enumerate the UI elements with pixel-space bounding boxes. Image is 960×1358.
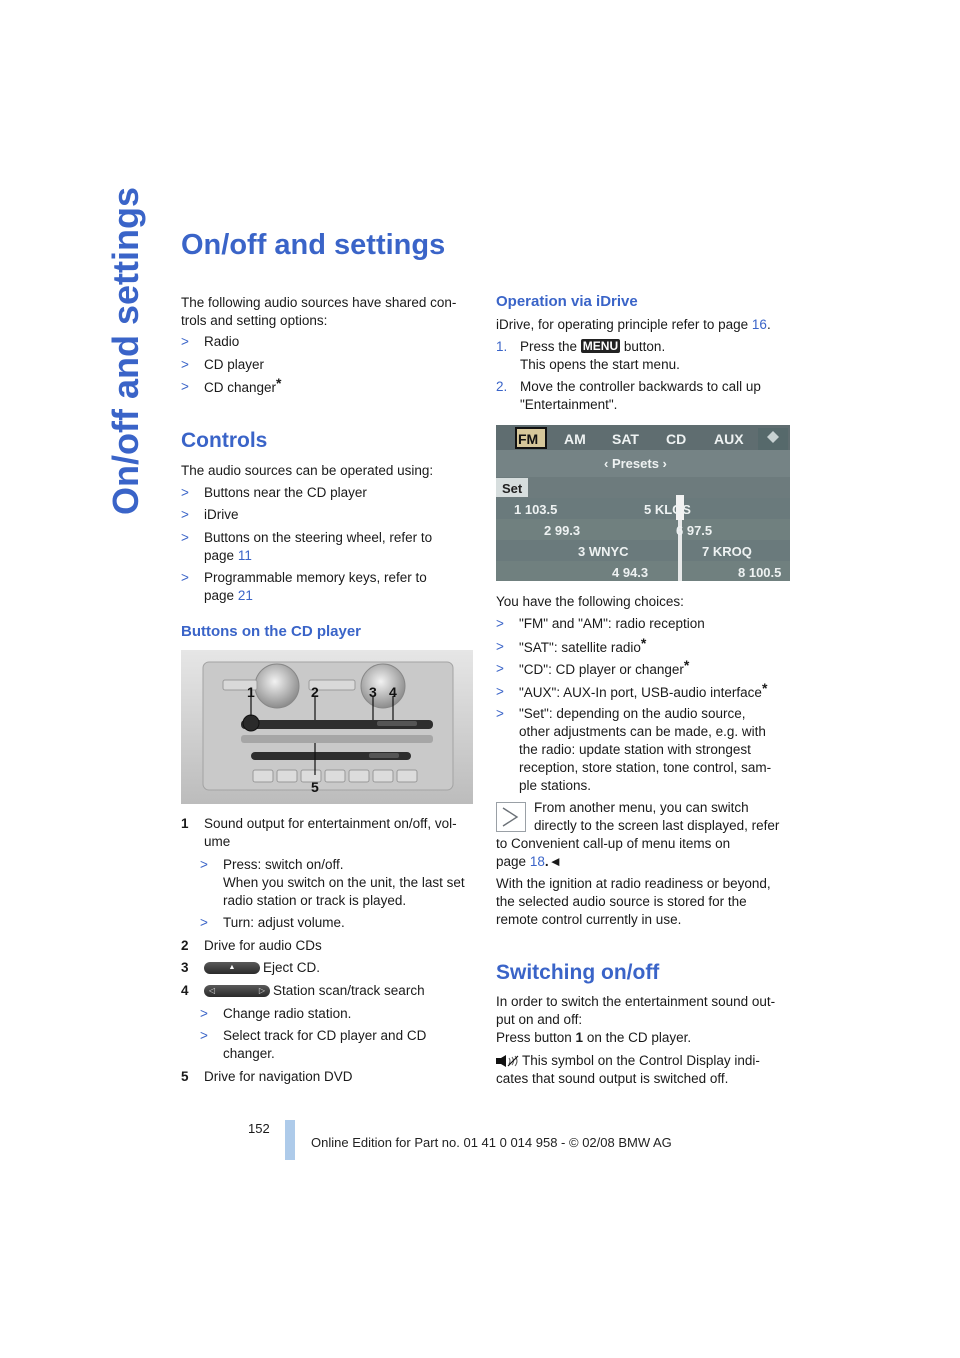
source-cd-changer: CD changer — [204, 380, 277, 395]
screen-tab-fm: FM — [518, 431, 539, 447]
page-link[interactable]: 21 — [237, 588, 253, 603]
controls-item-text: Buttons on the steering wheel, refer to page — [204, 530, 433, 563]
item-text: Drive for navigation DVD — [204, 1069, 353, 1084]
screen-tab-cd: CD — [666, 431, 687, 447]
screen-set: Set — [502, 481, 523, 496]
step-text: button. This opens the start menu. — [520, 339, 680, 372]
screen-station: 5 KLOS — [644, 502, 691, 517]
bullet: > — [181, 485, 189, 500]
choice-text: "AUX": AUX-In port, USB-audio interface — [519, 685, 762, 700]
controls-item-text: Buttons near the CD player — [204, 485, 367, 500]
callout-4: 4 — [389, 684, 397, 700]
bullet: > — [496, 639, 504, 654]
item-text: Sound output for entertainment on/off, vol- ume — [204, 816, 457, 849]
mute-symbol-text — [496, 1052, 790, 1088]
screen-tab-am: AM — [564, 431, 586, 447]
item-text: Press: switch on/off. When you switch on the unit, the last set radio station or track is played. — [223, 857, 465, 908]
page-number: 152 — [248, 1121, 270, 1136]
item-number: 2 — [181, 938, 189, 953]
choice-text: "Set": depending on the audio source, other adjustments can be made, e.g. with the radio: update station with strongest reception, store station, tone control, sam- ple stations. — [519, 706, 772, 793]
numbered-item — [181, 937, 322, 955]
bullet: > — [496, 706, 504, 721]
list-item — [181, 569, 474, 605]
numbered-item — [181, 982, 425, 1000]
item-number: 5 — [181, 1069, 189, 1084]
list-item — [496, 635, 647, 657]
footer-text: Online Edition for Part no. 01 41 0 014 958 - © 02/08 BMW AG — [311, 1135, 672, 1150]
item-number: 3 — [181, 960, 189, 975]
arrow-right-icon: ▷ — [258, 986, 265, 996]
screen-station: 4 94.3 — [612, 565, 649, 580]
bullet: > — [200, 857, 208, 872]
step-item — [496, 378, 810, 414]
eject-icon: ▲ — [228, 964, 236, 972]
bullet: > — [181, 357, 189, 372]
idrive-intro-text: iDrive, for operating principle refer to page — [496, 317, 749, 332]
bullet: > — [181, 570, 189, 585]
controls-heading: Controls — [181, 429, 268, 452]
choices-intro: You have the following choices: — [496, 594, 684, 609]
list-item — [181, 529, 474, 565]
list-item — [496, 680, 768, 702]
control-display-screenshot — [496, 425, 790, 581]
item-number: 4 — [181, 983, 189, 998]
switching-heading: Switching on/off — [496, 961, 660, 984]
item-text: Drive for audio CDs — [204, 938, 322, 953]
page-link[interactable]: 11 — [237, 548, 252, 563]
list-item — [181, 375, 282, 397]
bullet: > — [200, 1006, 208, 1021]
bullet: > — [181, 379, 189, 394]
step-item — [496, 338, 810, 374]
list-item — [200, 1005, 351, 1023]
bullet: > — [200, 915, 208, 930]
list-item — [181, 356, 264, 374]
controls-item-text: iDrive — [204, 507, 239, 522]
screen-station: 7 KROQ — [702, 544, 752, 559]
asterisk: * — [276, 375, 282, 391]
choice-text: "SAT": satellite radio — [519, 640, 641, 655]
footer-bar — [285, 1120, 295, 1160]
bullet: > — [181, 334, 189, 349]
screen-station: 3 WNYC — [578, 544, 629, 559]
bullet: > — [496, 684, 504, 699]
item-number: 1 — [181, 816, 189, 831]
list-item — [200, 1027, 495, 1063]
cd-player-photo — [181, 650, 473, 804]
screen-station: 1 103.5 — [514, 502, 558, 517]
numbered-item — [181, 1068, 353, 1086]
scan-rocker-graphic — [204, 985, 270, 997]
bullet: > — [496, 661, 504, 676]
bullet: > — [181, 530, 189, 545]
list-item — [496, 657, 690, 679]
numbered-item — [181, 815, 494, 851]
switching-text: In order to switch the entertainment sound out- put on and off: — [496, 994, 776, 1027]
cd-player-heading: Buttons on the CD player — [181, 623, 362, 640]
button-ref: 1 — [575, 1030, 584, 1045]
mute-text: This symbol on the Control Display indi- cates that sound output is switched off. — [496, 1053, 760, 1086]
screen-presets: ‹ Presets › — [604, 456, 667, 471]
idrive-intro: iDrive, for operating principle refer to page 16. — [496, 317, 771, 332]
bullet: > — [496, 616, 504, 631]
list-item — [496, 705, 789, 795]
numbered-item — [181, 959, 320, 977]
list-item — [181, 506, 239, 524]
controls-intro: The audio sources can be operated using: — [181, 463, 434, 478]
screen-station: 8 100.5 — [738, 565, 782, 580]
menu-key-icon: MENU — [582, 339, 619, 353]
mute-speaker-icon — [496, 1055, 520, 1067]
item-text: Change radio station. — [223, 1006, 352, 1021]
controls-item-text: Programmable memory keys, refer to page — [204, 570, 427, 603]
note-text: to Convenient call-up of menu items on page — [496, 836, 731, 869]
source-cd-player: CD player — [204, 357, 265, 372]
arrow-left-icon: ◁ — [209, 986, 216, 996]
bullet: > — [200, 1028, 208, 1043]
item-text: Turn: adjust volume. — [223, 915, 345, 930]
step-number: 1. — [496, 339, 508, 354]
step-text: Press the — [520, 339, 578, 354]
choice-text: "FM" and "AM": radio reception — [519, 616, 705, 631]
step-text: Move the controller backwards to call up "Entertainment". — [520, 379, 761, 412]
note-arrow-icon — [503, 808, 517, 826]
page-link[interactable]: 18 — [529, 854, 545, 869]
list-item — [496, 615, 705, 633]
asterisk: * — [761, 680, 768, 696]
press-text: on the CD player. — [583, 1030, 692, 1045]
note-icon-box — [496, 802, 526, 832]
switching-press — [496, 1029, 691, 1047]
source-radio: Radio — [204, 334, 240, 349]
page-title: On/off and settings — [181, 229, 446, 261]
screen-tab-sat: SAT — [612, 431, 639, 447]
side-tab — [96, 187, 156, 515]
side-tab-label: On/off and settings — [105, 187, 146, 515]
list-item — [200, 856, 495, 910]
page-link[interactable]: 16 — [751, 317, 767, 332]
callout-2: 2 — [311, 684, 319, 700]
screen-tab-aux: AUX — [714, 431, 744, 447]
asterisk: * — [640, 635, 647, 651]
step-number: 2. — [496, 379, 508, 394]
screen-station: 2 99.3 — [544, 523, 581, 538]
item-text: Select track for CD player and CD changer. — [223, 1028, 427, 1061]
idrive-heading: Operation via iDrive — [496, 293, 638, 310]
item-text: Eject CD. — [263, 960, 321, 975]
choice-text: "CD": CD player or changer — [519, 662, 684, 677]
screen-station: 6 97.5 — [676, 523, 713, 538]
end-mark: .◄ — [544, 854, 562, 869]
asterisk: * — [683, 657, 690, 673]
ignition-text: With the ignition at radio readiness or beyond, the selected audio source is stored for the remote control currently in use. — [496, 876, 771, 927]
intro-text: The following audio sources have shared con- trols and setting options: — [181, 295, 457, 328]
list-item — [181, 484, 367, 502]
eject-button-graphic — [204, 962, 260, 974]
item-text: Station scan/track search — [273, 983, 425, 998]
callout-3: 3 — [369, 684, 377, 700]
note-text: From another menu, you can switch directly to the screen last displayed, refer — [534, 800, 780, 833]
bullet: > — [181, 507, 189, 522]
note-text-cont — [496, 835, 790, 871]
press-text: Press button — [496, 1030, 576, 1045]
list-item — [181, 333, 239, 351]
callout-5: 5 — [311, 779, 319, 795]
callout-1: 1 — [247, 684, 255, 700]
list-item — [200, 914, 345, 932]
